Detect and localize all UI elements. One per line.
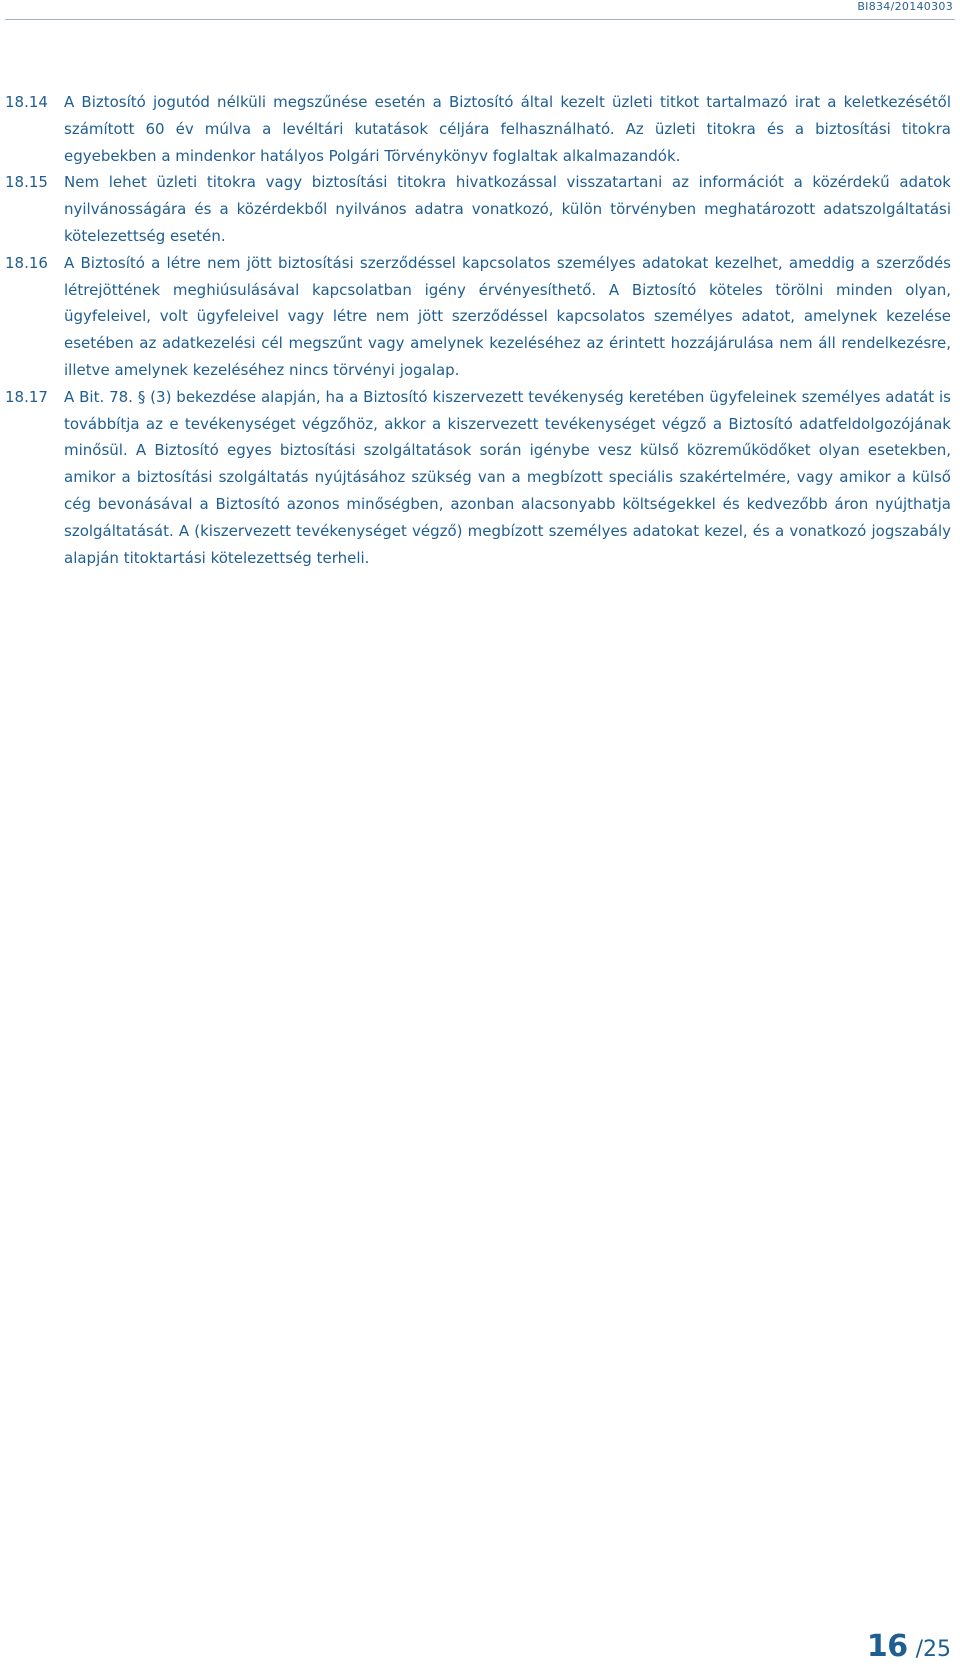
page-current: 16 — [866, 1629, 908, 1664]
section-18-16 — [5, 250, 951, 384]
section-text: A Biztosító jogutód nélküli megszűnése esetén a Biztosító által kezelt üzleti titkot tartalmazó irat a keletkezésétől számított 60 év múlva a levéltári kutatások céljára felhasználható. Az üzleti titokra és a biztosítási titokra egyebekben a mindenkor hatályos Polgári Törvénykönyv foglaltak alkalmazandók. — [64, 93, 951, 165]
document-sections — [5, 89, 951, 571]
section-18-17 — [5, 384, 951, 572]
section-text: Nem lehet üzleti titokra vagy biztosítási titokra hivatkozással visszatartani az információt a közérdekű adatok nyilvánosságára és a közérdekből nyilvános adatra vonatkozó, külön törvényben meghatározott adatszolgáltatási kötelezettség esetén. — [64, 173, 951, 245]
section-text: A Biztosító a létre nem jött biztosítási szerződéssel kapcsolatos személyes adatokat kezelhet, ameddig a szerződés létrejöttének meghiúsulásával kapcsolatban igény érvényesíthető. A Biztosító köteles törölni minden olyan, ügyfeleivel, volt ügyfeleivel vagy létre nem jött szerződéssel kapcsolatos személyes adatot, amelynek kezelése esetében az adatkezelési cél megszűnt vagy amelynek kezeléséhez az érintett hozzájárulása nem áll rendelkezésre, illetve amelynek kezeléséhez nincs törvényi jogalap. — [64, 253, 951, 379]
section-text: A Bit. 78. § (3) bekezdése alapján, ha a Biztosító kiszervezett tevékenység keretében ügyfeleinek személyes adatát is továbbítja az e tevékenységet végzőhöz, akkor a kiszervezett tevékenységet végző a Biztosító adatfeldolgozójának minősül. A Biztosító egyes biztosítási szolgáltatások során igénybe vesz külső közreműködőket olyan esetekben, amikor a biztosítási szolgáltatás nyújtásához szükség van a megbízott speciális szakértelmére, vagy amikor a külső cég bevonásával a Biztosító azonos minőségben, azonban alacsonyabb költségekkel és kedvezőbb áron nyújthatja szolgáltatását. A (kiszervezett tevékenységet végző) megbízott személyes adatokat kezel, és a vonatkozó jogszabály alapján titoktartási kötelezettség terheli. — [64, 387, 951, 567]
section-number: 18.14 — [5, 93, 48, 111]
section-number: 18.16 — [5, 253, 48, 272]
section-number: 18.17 — [5, 387, 48, 406]
document-code: BI834/20140303 — [857, 0, 953, 13]
page-total: /25 — [915, 1637, 951, 1662]
section-18-15 — [5, 169, 951, 249]
section-number: 18.15 — [5, 173, 48, 192]
page-number — [867, 1629, 951, 1664]
section-18-14 — [5, 89, 951, 169]
header-divider — [5, 19, 955, 20]
